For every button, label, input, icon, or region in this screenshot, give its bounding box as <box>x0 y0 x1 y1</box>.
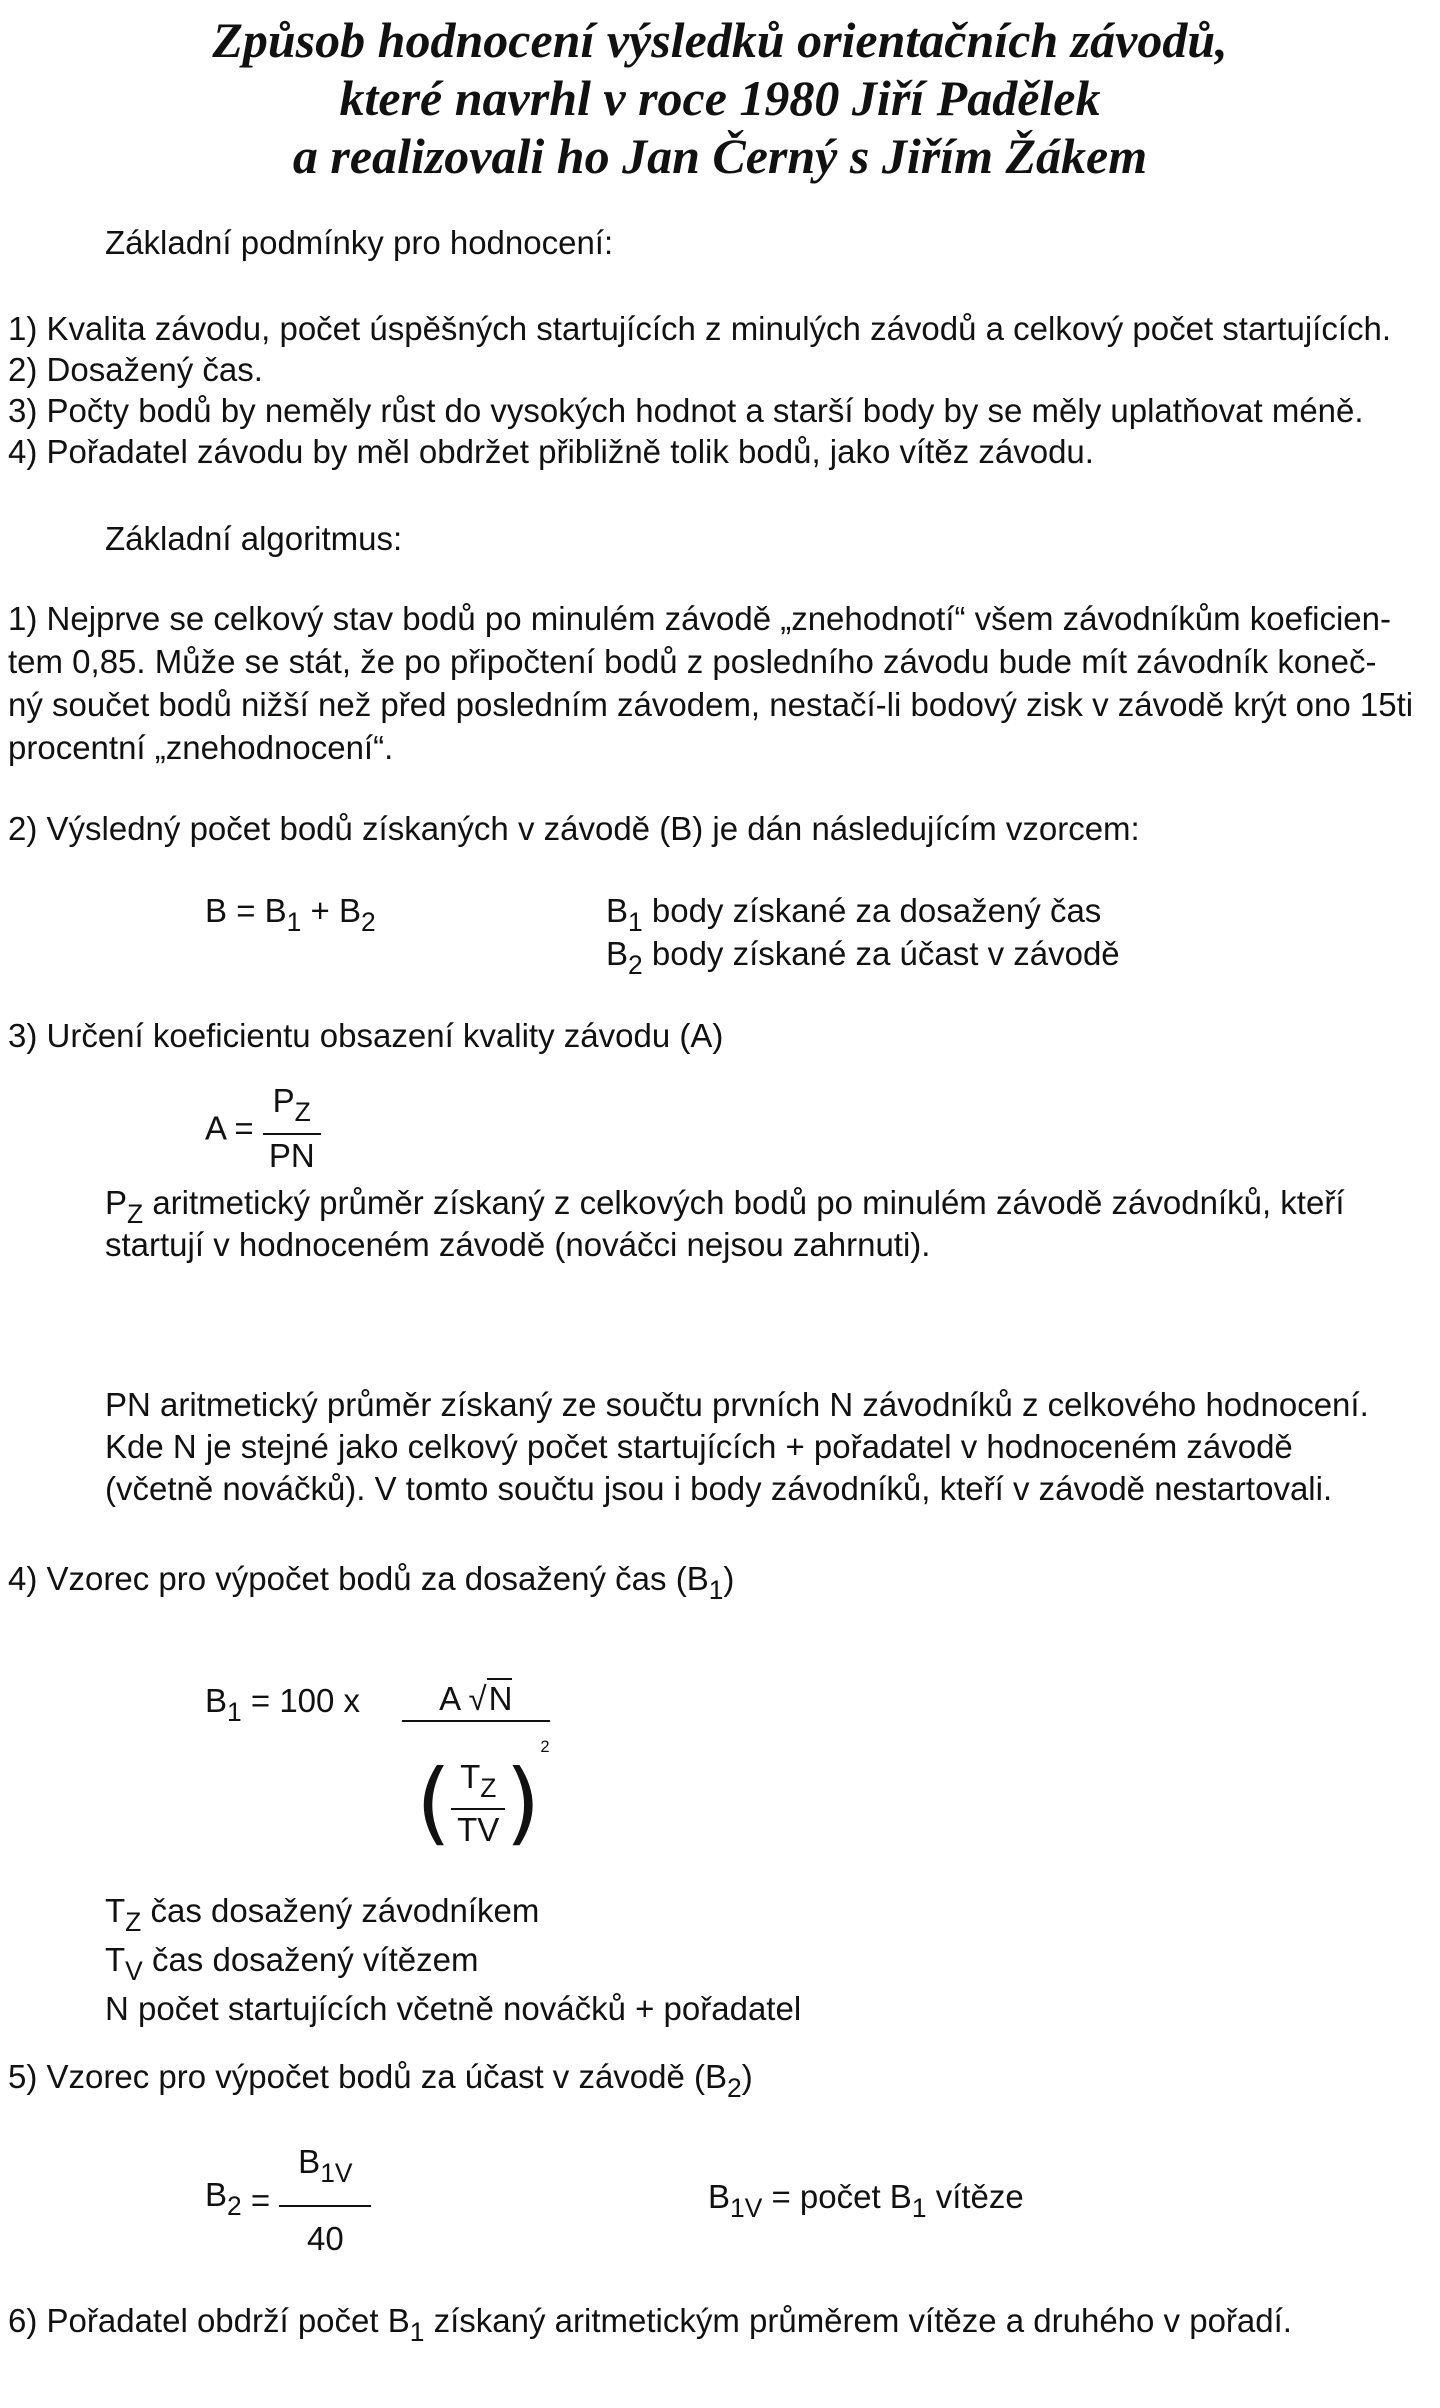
pz-definition-line-1: $P_Z$ aritmetický průměr získaný z celkových bodů po minulém závodě závodníků, kteří <box>105 1184 1345 1230</box>
tv-definition: $T_V$ čas dosažený vítězem <box>105 1941 479 1987</box>
pn-definition-line-3: (včetně nováčků). V tomto součtu jsou i body závodníků, kteří v závodě nestartovali. <box>105 1470 1333 1507</box>
algorithm-p1-line-3: ný součet bodů nižší než před posledním závodem, nestačí-li bodový zisk v závodě krýt ono 15ti <box>8 686 1414 723</box>
formula-b1-denominator: ( $\frac{T_Z}{TV}$ )$^2$ <box>416 1738 550 1856</box>
algorithm-heading: Základní algoritmus: <box>105 520 403 557</box>
n-definition: N počet startujících včetně nováčků + pořadatel <box>105 1990 802 2028</box>
formula-b1-numerator: A √N <box>402 1678 550 1722</box>
condition-item-2: 2) Dosažený čas. <box>8 351 263 388</box>
time-definitions <box>105 1892 801 2028</box>
condition-item-1: 1) Kvalita závodu, počet úspěšných startujících z minulých závodů a celkový počet startujících. <box>8 310 1392 347</box>
title-line-3: a realizovali ho Jan Černý s Jiřím Žákem <box>292 128 1148 184</box>
condition-item-3: 3) Počty bodů by neměly růst do vysokých hodnot a starší body by se měly uplatňovat méně. <box>8 392 1364 429</box>
algorithm-p1-line-2: tem 0,85. Může se stát, že po připočtení bodů z posledního závodu bude mít závodník koneč- <box>8 643 1377 680</box>
algorithm-p2: 2) Výsledný počet bodů získaných v závodě (B) je dán následujícím vzorcem: <box>8 810 1140 847</box>
formula-b-legend-2: $B_2$ body získané za účast v závodě <box>606 935 1120 981</box>
title-line-2: které navrhl v roce 1980 Jiří Padělek <box>339 70 1101 126</box>
formula-b2-legend: $B_{1V}$ = počet $B_1$ vítěze <box>708 2178 1024 2224</box>
algorithm-p1-line-1: 1) Nejprve se celkový stav bodů po minulém závodě „znehodnotí“ všem závodníkům koeficien- <box>8 600 1392 637</box>
formula-a: A = $\frac{P_Z}{PN}$ <box>205 1080 321 1177</box>
formula-b-legend-1: $B_1$ body získané za dosažený čas <box>606 892 1102 938</box>
formula-b2: $B_2$ = $\frac{B_{1V}}{40}$ <box>205 2140 371 2261</box>
algorithm-p6: 6) Pořadatel obdrží počet $B_1$ získaný aritmetickým průměrem vítěze a druhého v pořadí. <box>8 2302 1292 2348</box>
condition-item-4: 4) Pořadatel závodu by měl obdržet přibližně tolik bodů, jako vítěz závodu. <box>8 433 1094 470</box>
title-line-1: Způsob hodnocení výsledků orientačních závodů, <box>212 12 1228 68</box>
formula-b1-fraction <box>402 1678 550 1856</box>
pz-definition-line-2: startují v hodnoceném závodě (nováčci nejsou zahrnuti). <box>105 1226 931 1263</box>
algorithm-p4: 4) Vzorec pro výpočet bodů za dosažený čas $(B_1)$ <box>8 1560 735 1606</box>
pn-definition-line-1: PN aritmetický průměr získaný ze součtu prvních N závodníků z celkového hodnocení. <box>105 1386 1369 1423</box>
formula-b: $B = B_1 + B_2$ <box>205 892 376 938</box>
conditions-heading: Základní podmínky pro hodnocení: <box>105 224 614 261</box>
formula-b2-fraction: $\frac{B_{1V}}{40}$ <box>279 2140 371 2261</box>
formula-a-fraction: $\frac{P_Z}{PN}$ <box>263 1080 321 1177</box>
pn-definition-line-2: Kde N je stejné jako celkový počet startujících + pořadatel v hodnoceném závodě <box>105 1428 1293 1465</box>
algorithm-p1-line-4: procentní „znehodnocení“. <box>8 729 394 766</box>
algorithm-p3: 3) Určení koeficientu obsazení kvality závodu (A) <box>8 1017 724 1054</box>
tz-definition: $T_Z$ čas dosažený závodníkem <box>105 1892 540 1938</box>
algorithm-p5: 5) Vzorec pro výpočet bodů za účast v závodě $(B_2)$ <box>8 2058 753 2104</box>
formula-b1: $B_1 = 100$ x <box>205 1682 361 1728</box>
